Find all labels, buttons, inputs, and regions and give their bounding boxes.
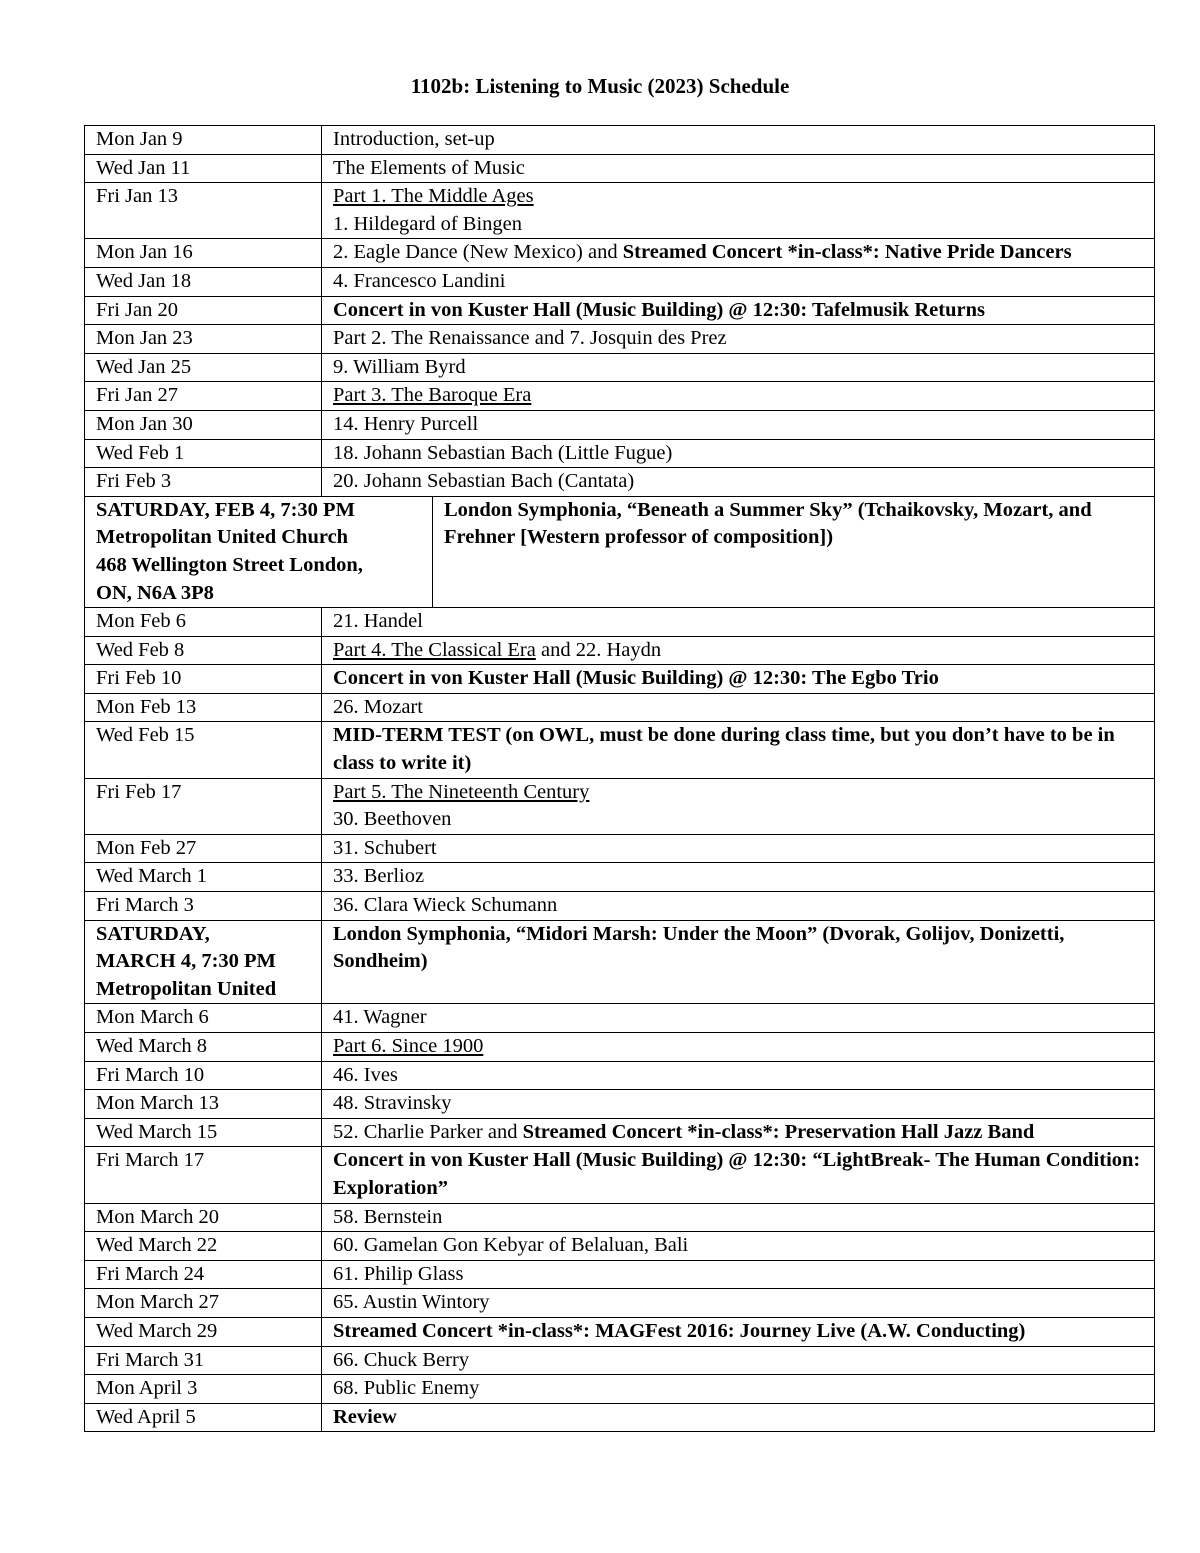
concert-venue-line: Metropolitan United Church (96, 526, 349, 549)
topic-line (333, 1347, 1144, 1375)
topic-text: 4. Francesco Landini (333, 269, 506, 292)
topic-line (333, 1318, 1144, 1346)
topic-line (333, 1232, 1144, 1260)
table-row (85, 778, 1155, 834)
date-cell: Mon March 13 (85, 1090, 322, 1119)
topic-cell (322, 126, 1155, 155)
date-cell: Wed Jan 25 (85, 353, 322, 382)
topic-cell (322, 1061, 1155, 1090)
topic-text: Concert in von Kuster Hall (Music Building) @ 12:30: Tafelmusik Returns (333, 298, 985, 321)
table-row (85, 1004, 1155, 1033)
topic-text: Review (333, 1405, 397, 1428)
topic-line (333, 835, 1144, 863)
topic-cell (322, 296, 1155, 325)
concert-venue-line: ON, N6A 3P8 (96, 581, 214, 604)
date-cell: Wed Feb 8 (85, 636, 322, 665)
topic-cell (322, 183, 1155, 239)
date-cell: Fri Feb 17 (85, 778, 322, 834)
date-cell: Wed Feb 1 (85, 439, 322, 468)
table-row (85, 834, 1155, 863)
topic-text: 41. Wagner (333, 1006, 427, 1029)
topic-text: 21. Handel (333, 610, 423, 633)
date-cell: Mon March 20 (85, 1203, 322, 1232)
page-title: 1102b: Listening to Music (2023) Schedule (410, 74, 790, 98)
topic-text: 52. Charlie Parker and (333, 1120, 523, 1143)
topic-cell (322, 863, 1155, 892)
concert-description-cell: London Symphonia, “Beneath a Summer Sky” (Tchaikovsky, Mozart, and Frehner [Western professor of composition]) (444, 498, 1092, 549)
topic-line (333, 183, 1144, 211)
table-row (85, 722, 1155, 778)
topic-cell (322, 325, 1155, 354)
date-cell: Mon Jan 23 (85, 325, 322, 354)
table-row (85, 920, 1155, 1004)
table-row (85, 1203, 1155, 1232)
topic-line (333, 1289, 1144, 1317)
date-cell: Mon Feb 27 (85, 834, 322, 863)
date-cell: Mon Feb 6 (85, 608, 322, 637)
date-cell: Fri March 31 (85, 1346, 322, 1375)
table-row (85, 636, 1155, 665)
topic-text: MID-TERM TEST (on OWL, must be done during class time, but you don’t have to be in class to write it) (333, 724, 1115, 775)
topic-text: 36. Clara Wieck Schumann (333, 894, 558, 917)
table-row (85, 1090, 1155, 1119)
date-cell: Fri March 10 (85, 1061, 322, 1090)
topic-text: 1. Hildegard of Bingen (333, 212, 523, 235)
topic-text: 46. Ives (333, 1063, 398, 1086)
topic-line (333, 354, 1144, 382)
date-cell: Mon Jan 30 (85, 410, 322, 439)
table-row (85, 1260, 1155, 1289)
concert-row-cell (85, 496, 1155, 607)
topic-text: Part 6. Since 1900 (333, 1035, 484, 1057)
topic-cell (322, 636, 1155, 665)
topic-cell (322, 1203, 1155, 1232)
topic-line (333, 1033, 1144, 1061)
date-cell: Wed March 29 (85, 1317, 322, 1346)
topic-text: 66. Chuck Berry (333, 1348, 470, 1371)
date-line: Metropolitan United (96, 977, 277, 1000)
topic-text: Part 5. The Nineteenth Century (333, 780, 590, 803)
topic-line (333, 325, 1144, 353)
topic-text: Part 2. The Renaissance and 7. Josquin des Prez (333, 327, 727, 350)
topic-text: 68. Public Enemy (333, 1377, 480, 1400)
table-row (85, 665, 1155, 694)
topic-cell (322, 1232, 1155, 1261)
table-row (85, 468, 1155, 497)
topic-line (333, 468, 1144, 496)
date-cell: Mon March 27 (85, 1289, 322, 1318)
table-row (85, 325, 1155, 354)
topic-line (333, 608, 1144, 636)
table-row (85, 608, 1155, 637)
topic-text: Part 1. The Middle Ages (333, 185, 534, 208)
date-line: SATURDAY, (96, 922, 210, 945)
topic-cell (322, 439, 1155, 468)
concert-venue-cell (85, 497, 433, 607)
date-cell: Fri Feb 3 (85, 468, 322, 497)
topic-cell (322, 267, 1155, 296)
topic-cell (322, 920, 1155, 1004)
topic-cell (322, 1289, 1155, 1318)
date-cell: Fri March 3 (85, 892, 322, 921)
topic-line (333, 806, 1144, 834)
table-row (85, 496, 1155, 607)
topic-line (333, 1404, 1144, 1432)
topic-line (333, 1261, 1144, 1289)
table-row (85, 892, 1155, 921)
concert-split-row (85, 497, 1154, 607)
topic-line (333, 411, 1144, 439)
date-cell: Mon March 6 (85, 1004, 322, 1033)
topic-cell (322, 1004, 1155, 1033)
topic-cell (322, 1118, 1155, 1147)
topic-text: Concert in von Kuster Hall (Music Building) @ 12:30: The Egbo Trio (333, 667, 939, 690)
date-cell: Wed Jan 11 (85, 154, 322, 183)
topic-line (333, 126, 1144, 154)
table-row (85, 296, 1155, 325)
table-row (85, 1375, 1155, 1404)
topic-text: 30. Beethoven (333, 808, 452, 831)
date-cell: Wed Feb 15 (85, 722, 322, 778)
table-row (85, 693, 1155, 722)
topic-text: The Elements of Music (333, 156, 525, 179)
topic-text: 31. Schubert (333, 836, 437, 859)
table-row (85, 439, 1155, 468)
topic-cell (322, 722, 1155, 778)
topic-line (333, 1004, 1144, 1032)
date-cell: Fri Jan 27 (85, 382, 322, 411)
topic-line (333, 665, 1144, 693)
table-row (85, 1147, 1155, 1203)
table-row (85, 183, 1155, 239)
topic-cell (322, 1033, 1155, 1062)
topic-cell (322, 468, 1155, 497)
topic-cell (322, 1346, 1155, 1375)
topic-line (333, 1204, 1144, 1232)
table-row (85, 382, 1155, 411)
topic-line (333, 694, 1144, 722)
date-cell: Mon Feb 13 (85, 693, 322, 722)
table-row (85, 410, 1155, 439)
topic-cell (322, 1403, 1155, 1432)
date-cell: Fri Jan 20 (85, 296, 322, 325)
topic-line (333, 1119, 1144, 1147)
topic-cell (322, 1317, 1155, 1346)
table-row (85, 1118, 1155, 1147)
date-cell: Wed March 8 (85, 1033, 322, 1062)
table-row (85, 1232, 1155, 1261)
topic-text: 58. Bernstein (333, 1205, 443, 1228)
topic-cell (322, 1260, 1155, 1289)
schedule-table (84, 125, 1155, 1432)
date-cell: Mon April 3 (85, 1375, 322, 1404)
topic-cell (322, 1147, 1155, 1203)
topic-cell (322, 382, 1155, 411)
table-row (85, 353, 1155, 382)
topic-text: Concert in von Kuster Hall (Music Building) @ 12:30: “LightBreak- The Human Condition: Exploration” (333, 1149, 1141, 1199)
topic-line (333, 268, 1144, 296)
table-row (85, 126, 1155, 155)
schedule-body (85, 126, 1155, 1432)
topic-text: Part 3. The Baroque Era (333, 384, 532, 407)
topic-text: Part 4. The Classical Era (333, 638, 536, 661)
topic-cell (322, 693, 1155, 722)
topic-line (333, 1147, 1144, 1202)
topic-cell (322, 410, 1155, 439)
date-cell: Fri March 17 (85, 1147, 322, 1203)
date-cell: Fri Feb 10 (85, 665, 322, 694)
topic-cell (322, 608, 1155, 637)
topic-line (333, 779, 1144, 807)
topic-line (333, 1090, 1144, 1118)
topic-text: 33. Berlioz (333, 865, 425, 888)
topic-cell (322, 778, 1155, 834)
date-cell: Mon Jan 9 (85, 126, 322, 155)
topic-line (333, 921, 1144, 976)
date-cell: Mon Jan 16 (85, 239, 322, 268)
topic-line (333, 239, 1144, 267)
topic-text: 48. Stravinsky (333, 1092, 452, 1115)
table-row (85, 1346, 1155, 1375)
topic-cell (322, 892, 1155, 921)
topic-text: Streamed Concert *in-class*: Native Pride Dancers (622, 241, 1072, 264)
topic-line (333, 211, 1144, 239)
topic-line (333, 382, 1144, 410)
topic-cell (322, 834, 1155, 863)
topic-text: 2. Eagle Dance (New Mexico) and (333, 241, 623, 264)
date-cell: Wed March 1 (85, 863, 322, 892)
topic-text: Streamed Concert *in-class*: Preservation Hall Jazz Band (522, 1120, 1035, 1143)
concert-venue-line: 468 Wellington Street London, (96, 553, 363, 576)
topic-line (333, 440, 1144, 468)
topic-line (333, 722, 1144, 777)
date-cell: Wed March 22 (85, 1232, 322, 1261)
table-row (85, 1033, 1155, 1062)
topic-cell (322, 353, 1155, 382)
table-row (85, 1061, 1155, 1090)
topic-cell (322, 1375, 1155, 1404)
topic-text: 65. Austin Wintory (333, 1291, 490, 1314)
topic-line (333, 1375, 1144, 1403)
concert-venue-line: SATURDAY, FEB 4, 7:30 PM (96, 498, 355, 521)
topic-text: London Symphonia, “Midori Marsh: Under the Moon” (Dvorak, Golijov, Donizetti, Sondheim) (333, 922, 1065, 973)
topic-line (333, 863, 1144, 891)
topic-text: Introduction, set-up (333, 128, 495, 150)
topic-text: Streamed Concert *in-class*: MAGFest 2016: Journey Live (A.W. Conducting) (333, 1319, 1026, 1342)
date-cell: Wed March 15 (85, 1118, 322, 1147)
date-cell: Fri Jan 13 (85, 183, 322, 239)
topic-text: 20. Johann Sebastian Bach (Cantata) (333, 470, 635, 493)
topic-line (333, 297, 1144, 325)
topic-line (333, 155, 1144, 183)
topic-line (333, 637, 1144, 665)
topic-cell (322, 154, 1155, 183)
date-cell: Wed April 5 (85, 1403, 322, 1432)
topic-cell (322, 665, 1155, 694)
table-row (85, 1317, 1155, 1346)
date-line: MARCH 4, 7:30 PM (96, 950, 276, 973)
concert-split-table (85, 497, 1154, 607)
topic-cell (322, 1090, 1155, 1119)
topic-text: 60. Gamelan Gon Kebyar of Belaluan, Bali (333, 1234, 689, 1257)
date-cell: Fri March 24 (85, 1260, 322, 1289)
topic-text: 18. Johann Sebastian Bach (Little Fugue) (333, 441, 673, 464)
table-row (85, 1403, 1155, 1432)
date-cell: Wed Jan 18 (85, 267, 322, 296)
topic-line (333, 1062, 1144, 1090)
topic-cell (322, 239, 1155, 268)
table-row (85, 267, 1155, 296)
topic-text: 26. Mozart (333, 695, 423, 718)
topic-text: 14. Henry Purcell (333, 412, 479, 435)
topic-text: and 22. Haydn (535, 638, 662, 661)
topic-line (333, 892, 1144, 920)
date-cell (85, 920, 322, 1004)
table-row (85, 239, 1155, 268)
table-row (85, 863, 1155, 892)
table-row (85, 154, 1155, 183)
topic-text: 9. William Byrd (333, 355, 466, 378)
topic-text: 61. Philip Glass (333, 1262, 464, 1285)
table-row (85, 1289, 1155, 1318)
